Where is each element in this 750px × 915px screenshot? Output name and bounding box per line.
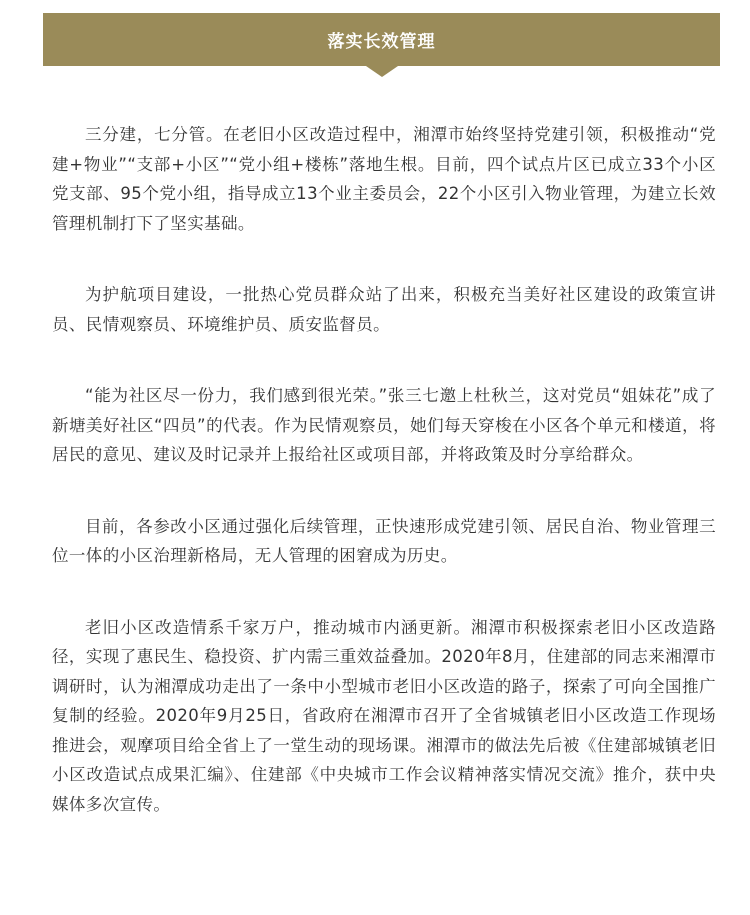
section-title: 落实长效管理 <box>327 32 436 52</box>
section-header <box>43 13 720 76</box>
paragraph-volunteer-roles: 为护航项目建设，一批热心党员群众站了出来，积极充当美好社区建设的政策宣讲员、民情观察员、环境维护员、质安监督员。 <box>52 285 716 334</box>
paragraph-resident-quote: “能为社区尽一份力，我们感到很光荣。”张三七邀上杜秋兰，这对党员“姐妹花”成了新塘美好社区“四员”的代表。作为民情观察员，她们每天穿梭在小区各个单元和楼道，将居民的意见、建议及时记录并上报给社区或项目部，并将政策及时分享给群众。 <box>52 386 716 464</box>
section-header-bar <box>43 13 720 66</box>
paragraph-management-achievements: 三分建，七分管。在老旧小区改造过程中，湘潭市始终坚持党建引领，积极推动“党建+物业”“支部+小区”“党小组+楼栋”落地生根。目前，四个试点片区已成立33个小区党支部、95个党小组，指导成立13个业主委员会，22个小区引入物业管理，为建立长效管理机制打下了坚实基础。 <box>52 125 716 233</box>
header-pointer-arrow <box>366 66 398 77</box>
paragraph-governance-pattern: 目前，各参改小区通过强化后续管理，正快速形成党建引领、居民自治、物业管理三位一体的小区治理新格局，无人管理的困窘成为历史。 <box>52 516 716 565</box>
paragraph-city-renewal: 老旧小区改造情系千家万户，推动城市内涵更新。湘潭市积极探索老旧小区改造路径，实现了惠民生、稳投资、扩内需三重效益叠加。2020年8月，住建部的同志来湘潭市调研时，认为湘潭成功走出了一条中小型城市老旧小区改造的路子，探索了可向全国推广复制的经验。2020年9月25日，省政府在湘潭市召开了全省城镇老旧小区改造工作现场推进会，观摩项目给全省上了一堂生动的现场课。湘潭市的做法先后被《住建部城镇老旧小区改造试点成果汇编》、住建部《中央城市工作会议精神落实情况交流》推介，获中央媒体多次宣传。 <box>52 617 716 814</box>
article-body <box>52 120 716 861</box>
